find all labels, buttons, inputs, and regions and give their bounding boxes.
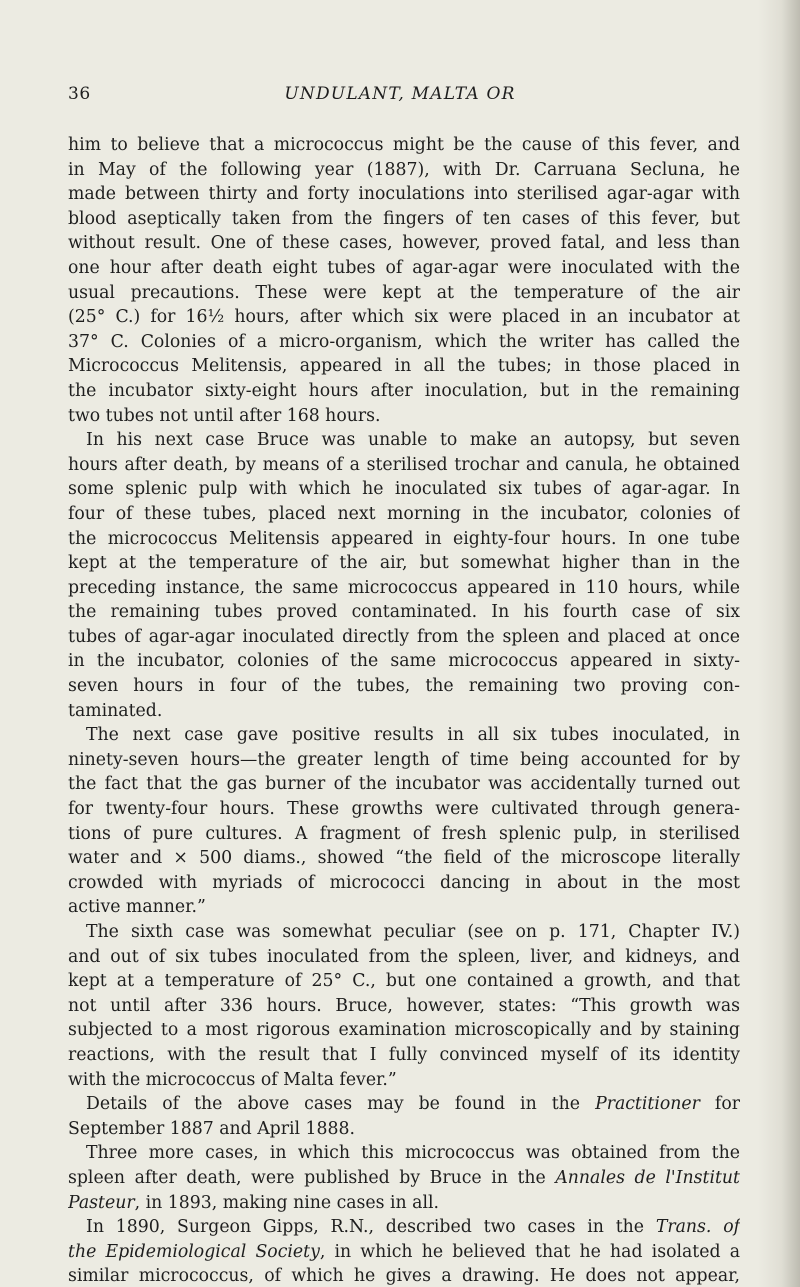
- text-line: active manner.”: [68, 897, 206, 918]
- text-line: Details of the above cases may be found in the Practitioner for: [86, 1094, 740, 1115]
- text-line: preceding instance, the same micrococcus appeared in 110 hours, while: [68, 577, 740, 598]
- text-line: In his next case Bruce was unable to make an autopsy, but seven: [86, 430, 740, 451]
- text-line: for twenty-four hours. These growths were cultivated through genera-: [68, 799, 740, 820]
- text-line: September 1887 and April 1888.: [68, 1118, 356, 1139]
- text-line: seven hours in four of the tubes, the remaining two proving con-: [68, 676, 740, 697]
- text-line: Three more cases, in which this micrococcus was obtained from the: [86, 1143, 740, 1164]
- text-line: ninety-seven hours—the greater length of time being accounted for by: [68, 749, 740, 770]
- text-line: spleen after death, were published by Bruce in the Annales de l'Institut: [68, 1167, 740, 1188]
- text-line: water and × 500 diams., showed “the field of the microscope literally: [68, 848, 740, 869]
- text-line: without result. One of these cases, however, proved fatal, and less than: [68, 233, 740, 254]
- page-edge-shadow: [758, 0, 800, 1287]
- text-line: one hour after death eight tubes of agar-agar were inoculated with the: [68, 257, 740, 278]
- text-line: tubes of agar-agar inoculated directly from the spleen and placed at once: [68, 626, 740, 647]
- text-line: hours after death, by means of a sterilised trochar and canula, he obtained: [68, 454, 740, 475]
- text-line: four of these tubes, placed next morning in the incubator, colonies of: [68, 503, 740, 524]
- text-line: Pasteur, in 1893, making nine cases in all.: [68, 1192, 440, 1213]
- text-line: blood aseptically taken from the fingers of ten cases of this fever, but: [68, 208, 740, 229]
- text-line: the micrococcus Melitensis appeared in eighty-four hours. In one tube: [68, 528, 740, 549]
- text-line: The sixth case was somewhat peculiar (see on p. 171, Chapter IV.): [86, 922, 740, 942]
- text-line: in the incubator, colonies of the same micrococcus appeared in sixty-: [68, 651, 740, 672]
- text-line: usual precautions. These were kept at the temperature of the air: [68, 282, 740, 303]
- text-line: subjected to a most rigorous examination microscopically and by staining: [68, 1020, 740, 1041]
- text-line: two tubes not until after 168 hours.: [68, 405, 381, 426]
- text-line: Micrococcus Melitensis, appeared in all the tubes; in those placed in: [68, 356, 740, 377]
- running-title: UNDULANT, MALTA OR: [284, 84, 516, 104]
- text-line: tions of pure cultures. A fragment of fresh splenic pulp, in sterilised: [68, 823, 740, 844]
- text-line: reactions, with the result that I fully convinced myself of its identity: [68, 1044, 740, 1065]
- text-line: In 1890, Surgeon Gipps, R.N., described two cases in the Trans. of: [86, 1217, 740, 1238]
- text-line: similar micrococcus, of which he gives a drawing. He does not appear,: [68, 1266, 740, 1287]
- text-line: made between thirty and forty inoculations into sterilised agar-agar with: [68, 184, 740, 205]
- text-line: some splenic pulp with which he inoculated six tubes of agar-agar. In: [68, 479, 740, 500]
- text-line: The next case gave positive results in all six tubes inoculated, in: [86, 725, 740, 746]
- text-line: the incubator sixty-eight hours after inoculation, but in the remaining: [68, 380, 740, 401]
- text-line: taminated.: [68, 700, 163, 721]
- text-line: him to believe that a micrococcus might be the cause of this fever, and: [68, 135, 740, 155]
- text-line: (25° C.) for 16½ hours, after which six were placed in an incubator at: [68, 307, 740, 328]
- text-line: crowded with myriads of micrococci dancing in about in the most: [68, 872, 740, 893]
- text-line: 37° C. Colonies of a micro-organism, which the writer has called the: [68, 331, 740, 352]
- text-line: kept at a temperature of 25° C., but one contained a growth, and that: [68, 971, 740, 992]
- text-line: the Epidemiological Society, in which he believed that he had isolated a: [68, 1241, 740, 1262]
- text-line: with the micrococcus of Malta fever.”: [68, 1069, 397, 1090]
- body-text: [68, 133, 740, 1287]
- text-line: not until after 336 hours. Bruce, however, states: “This growth was: [68, 995, 740, 1016]
- text-line: kept at the temperature of the air, but somewhat higher than in the: [68, 553, 740, 574]
- text-line: the fact that the gas burner of the incubator was accidentally turned out: [68, 774, 740, 795]
- text-line: and out of six tubes inoculated from the spleen, liver, and kidneys, and: [68, 946, 740, 967]
- page-number: 36: [68, 84, 91, 104]
- text-line: in May of the following year (1887), with Dr. Carruana Secluna, he: [68, 159, 740, 180]
- text-line: the remaining tubes proved contaminated. In his fourth case of six: [68, 602, 740, 623]
